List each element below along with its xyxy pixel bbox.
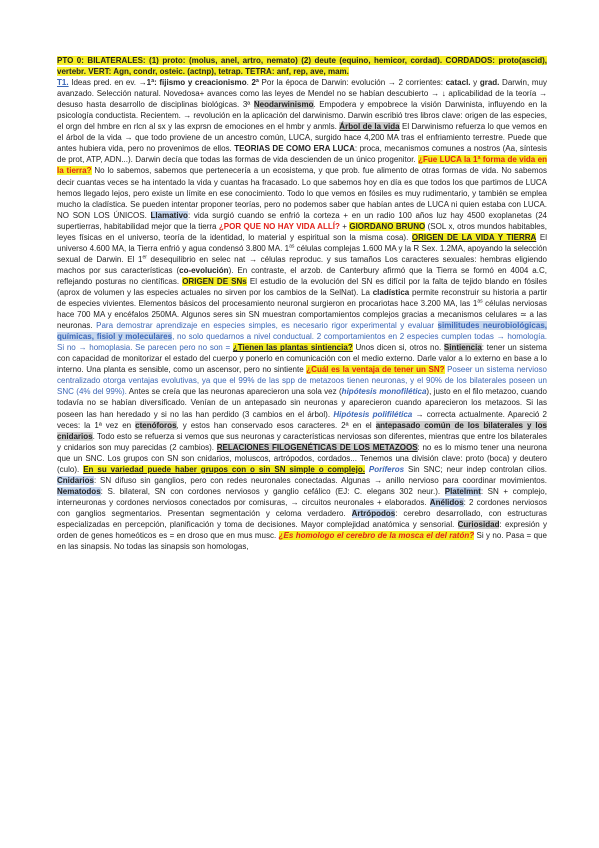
text-run: ↓ aplicabilidad de la teoría bbox=[439, 89, 539, 99]
arrow-icon: → bbox=[138, 78, 147, 88]
text-run: 2 corrientes: bbox=[395, 78, 446, 88]
paragraph-topic-1 bbox=[57, 77, 547, 552]
text-run: . bbox=[246, 78, 252, 88]
text-run: . Todo esto se refuerza si vemos que sus neuronas y características nerviosas son diferentes, mientras que entre los bilaterales y cnidarios son muy parecidas (2 cambios). bbox=[57, 431, 547, 452]
approx-icon: ≃ bbox=[520, 310, 527, 320]
text-run: El estudio de la evolución del SN es difícil por la falta de tejido blando en fósiles (aprox de volumen y las especies actuales no sirven por los cambios de la SelNat). La bbox=[57, 276, 547, 297]
text-run: permite reconstruir su historia a partir de especies vivientes. Elementos básicos del procesamiento neuronal surgieron en procariotas hace 3.200 MA, las 1 bbox=[57, 287, 547, 309]
term-origen-sns: ORIGEN DE SNs bbox=[182, 276, 247, 286]
question-plantas: ¿Tienen las plantas sintiencia? bbox=[232, 343, 353, 353]
text-run: : vida surgió cuando se enfrió la corteza + en un radio 100 años luz hay 4500 exoplanetas (24 supertierras, habitabilidad mejor que la tierra bbox=[57, 210, 547, 231]
text-run: : SN difuso sin ganglios, pero con redes neuronales conectadas. Algunas bbox=[93, 475, 374, 485]
text-run: ). En contraste, el arzob. de Canterbury afirmó que la Tierra se formó en 4004 a.C, reflejando posturas no científicas. bbox=[57, 265, 547, 286]
arrow-icon: → bbox=[183, 111, 192, 121]
text-run: Unos dicen si, otros no. bbox=[352, 343, 444, 353]
term-cnidarios: Cnidarios bbox=[57, 475, 94, 485]
arrow-icon: → bbox=[290, 497, 299, 507]
arrow-icon: → bbox=[78, 343, 87, 353]
term-platelmnt: Platelmnt bbox=[444, 486, 481, 496]
note-rigor-cont: , no solo quedarnos a nivel conductual. 2 comportamientos en 2 especies cumplen todas bbox=[172, 332, 497, 342]
term-ctenoforos: ctenóforos bbox=[135, 420, 177, 430]
text-run: desuso hasta desarrollo de disciplinas biológicas. 3ª bbox=[57, 100, 254, 110]
term-poriferos: Poríferos bbox=[368, 464, 405, 474]
term-second: 2ª bbox=[251, 78, 259, 88]
term-catacl: catacl. bbox=[445, 78, 471, 88]
term-nematodos: Nematodos bbox=[57, 486, 101, 496]
term-sintiencia: Sintiencia bbox=[443, 343, 482, 353]
text-run: : S. bilateral, SN con cordones nerviosos y ganglio cefálico (EJ: C. elegans 302 neur.). bbox=[100, 486, 445, 496]
text-run: : SN + complejo, interneuronas y cordones nerviosos conectados por comisuras, bbox=[57, 486, 547, 507]
text-run: : expresión y orden de genes homeóticos es = en droso que en mus musc. bbox=[57, 519, 547, 541]
text-run: ), justo en el filo metazoo, cuando todavía no se habían diversificado. Venían de un antepasado sin neuronas y aparecieron cuando aparecieron los metazoos. Si las poseen las han heredado y si no las han perdido (3 cambios en el árbol). bbox=[57, 387, 548, 419]
text-run: Si y no. Pasa = que en las sinapsis. No todas las sinapsis son homologas, bbox=[57, 531, 547, 552]
term-arbol-vida: Árbol de la vida bbox=[339, 122, 400, 132]
text-run: a las neuronas. bbox=[57, 310, 547, 331]
question-homologo: ¿Es homologo el cerebro de la mosca el del ratón? bbox=[278, 531, 475, 541]
text-run: Ideas pred. en ev. bbox=[68, 78, 139, 88]
superscript: as bbox=[477, 298, 483, 305]
text-run: (SOL x, otros mundos habitables, leyes físicas en el universo, teoría de la identidad, lo material y espiritual son la misma cosa). bbox=[57, 221, 547, 242]
term-antepasado-comun: antepasado común de los bilaterales y los cnidarios bbox=[57, 420, 548, 441]
text-run: El universo 4.600 MA, la Tierra enfrió y agua condensó 3.800 MA. 1 bbox=[57, 232, 548, 253]
note-homologia: homología. Si no bbox=[57, 332, 548, 353]
term-fijismo: 1ª: fijismo y creacionismo bbox=[146, 78, 247, 88]
text-run: que todo proviene de un ancestro común, LUCA, surgido hace 4,200 MA tras el enfriamiento terrestre. Puede que antes hubiera vida, pero no provenimos de ellos. bbox=[57, 133, 547, 154]
term-relaciones: RELACIONES FILOGENÉTICAS DE LOS METAZOOS bbox=[216, 442, 418, 452]
text-run: Darwin, muy avanzado. Selección natural. Novedosa+ avances como las leyes de Mendel no se habían descubierto bbox=[57, 78, 547, 99]
term-llamativo: Llamativo bbox=[150, 210, 188, 220]
term-variedad: En su variedad puede haber grupos con o sin SN simple o complejo. bbox=[83, 464, 365, 474]
text-run: correcta actualmente. Apareció 2 veces: la 1ª vez en bbox=[57, 409, 548, 430]
text-run: anillo nervioso para coordinar movimientos. bbox=[382, 475, 548, 485]
term-curiosidad: Curiosidad bbox=[457, 519, 500, 529]
arrow-icon: → bbox=[415, 409, 424, 419]
overview-heading: PTO 0: BILATERALES: (1) proto: (molus, anel, artro, nemato) (2) deute (equino, hemicor, cordad). CORDADOS: proto(ascid), vertebr. VERT: Agn, condr, osteic. (actnp), tetrap. TETRA: anf, rep, ave, mam. bbox=[57, 56, 547, 77]
arrow-icon: → bbox=[387, 78, 396, 88]
text-run: células nerviosas hace 700 MA y encéfalos 250MA. Algunos seres sin SN muestran comportamientos complejos gracias a mecanismos celulares bbox=[57, 299, 547, 320]
term-grad: grad. bbox=[479, 78, 500, 88]
text-run: células reproduc. y sus tamaños Los caracteres sexuales: hembras eligiendo machos por sus características ( bbox=[57, 254, 548, 275]
document-body bbox=[57, 55, 547, 552]
term-similitudes: similitudes neurobiológicas, químicas, fisiol y moleculares bbox=[57, 321, 547, 342]
text-run: revolución en la aplicación del darwinismo. Darwin escribió tres libros clave: origen de las especies, el orgn del hmbre en rlcn al sx y las exprsn de emociones en el hmbr y anmls. bbox=[57, 111, 548, 132]
arrow-icon: → bbox=[248, 254, 257, 264]
text-run: : tener un sistema con capacidad de monitorizar el estado del cuerpo y ponerlo en comunicación con el medio externo. Darle valor a lo externo en base a lo interno. Una planta es sensible, como un ascensor, pero no sintiente bbox=[57, 343, 548, 375]
text-run: No lo sabemos, sabemos que pertenecería a un ecosistema, y que prob. fue alimento de otras formas de vida. No sabemos decir cuantas veces se ha intentado la vida y cuantas ha fracasado. Lo que sabemos hoy en día es que todos los que partimos de LUCA hemos llegado lejos, pero existe un límite en ese conocimiento. Todo lo que vemos en fósiles es muy rudimentario, y también se emplea mucho la cladística. Se pueden intentar proponer teorías, pero no podemos saber que habían antes de LUCA ni quien estaba con LUCA. NO SON LOS ÚNICOS. bbox=[57, 166, 548, 220]
term-origen-vida: ORIGEN DE LA VIDA Y TIERRA bbox=[411, 232, 537, 242]
note-homoplasia: homoplasia. Se parecen pero no son = bbox=[86, 343, 233, 353]
text-run: El Darwinismo refuerza lo que vemos en el árbol de la vida bbox=[57, 122, 548, 143]
term-cladistica: cladística bbox=[372, 287, 410, 297]
term-polifiletica: Hipótesis polifilética bbox=[333, 409, 413, 419]
arrow-icon: → bbox=[538, 89, 547, 99]
term-giordano-bruno: GIORDANO BRUNO bbox=[349, 221, 426, 231]
text-run: : proca, mecanismos comunes a nostros (Aa, síntesis de prot, ATP, ADN...). Darwin decía que todas las formas de vida descienden de un único progenitor. bbox=[57, 144, 547, 165]
text-run: : 2 cordones nerviosos con ganglios segmentarios. Presentan segmentación y celoma verdadero. bbox=[57, 497, 547, 518]
term-neodarwinismo: Neodarwinismo bbox=[253, 100, 314, 110]
superscript: er bbox=[142, 254, 147, 261]
text-run: células complejas 1.600 MA y la R Sex. 1.2MA, apoyando la selección sexual de Darwin. El 1 bbox=[57, 243, 547, 264]
text-run: : cerebro desarrollado, con estructuras especializadas en percepción, planificación y toma de decisiones. Mayor complejidad anatómica y sensorial. bbox=[57, 508, 547, 529]
term-teorias-luca: TEORIAS DE COMO ERA LUCA bbox=[234, 144, 355, 154]
text-run: Sin SNC; neur indep controlan cilios. bbox=[404, 464, 547, 474]
topic-label: T1. bbox=[57, 78, 69, 88]
superscript: as bbox=[289, 243, 295, 250]
arrow-icon: → bbox=[124, 133, 133, 143]
arrow-icon: → bbox=[373, 475, 382, 485]
question-ventaja-sn: ¿Cuál es la ventaja de tener un SN? bbox=[306, 365, 445, 375]
text-run: + bbox=[339, 221, 350, 231]
text-run: . Empodera y empobrece la visión Darwinista, influyendo en la psicología conductista. Recientem. bbox=[57, 100, 548, 121]
term-coevolucion: co-evolución bbox=[179, 265, 229, 275]
text-run: : no es lo mismo tener una neurona que un SNC. Los grupos con SN son cnidarios, moluscos, artrópodos, cordados... Tenemos una división clave: proto (boca) y deutero (culo). bbox=[57, 442, 547, 474]
paragraph-overview bbox=[57, 55, 547, 77]
text-run: desequilibrio en selec nat bbox=[146, 254, 249, 264]
question-vida-alli: ¿POR QUE NO HAY VIDA ALLÍ? bbox=[218, 221, 340, 231]
text-run: circuitos neuronales + elaborados. bbox=[298, 497, 430, 507]
note-rigor: Para demostrar aprendizaje en especies simples, es necesario rigor experimental y evaluar bbox=[96, 321, 438, 331]
arrow-icon: → bbox=[431, 89, 440, 99]
text-run: y bbox=[470, 78, 480, 88]
text-run: Antes se creía que las neuronas aparecieron una sola vez ( bbox=[128, 387, 342, 397]
arrow-icon: → bbox=[496, 332, 505, 342]
term-anelidos: Anélidos bbox=[429, 497, 464, 507]
note-ventaja: Poseer un sistema nervioso centralizado otorga ventajas evolutivas, ya que el 99% de las spp de metazoos tienen neuronas, y el 90% de los bilaterales poseen un SNC (4% del 99%). bbox=[57, 365, 548, 397]
question-luca: ¿Fue LUCA la 1ª forma de vida en la tierra? bbox=[57, 155, 548, 176]
term-monofiletica: hipótesis monofilética bbox=[341, 387, 427, 397]
text-run: Por la época de Darwin: evolución bbox=[258, 78, 388, 88]
text-run: , y estos han conservado esos caracteres. 2ª en el bbox=[176, 420, 376, 430]
term-artropodos: Artrópodos bbox=[351, 508, 396, 518]
